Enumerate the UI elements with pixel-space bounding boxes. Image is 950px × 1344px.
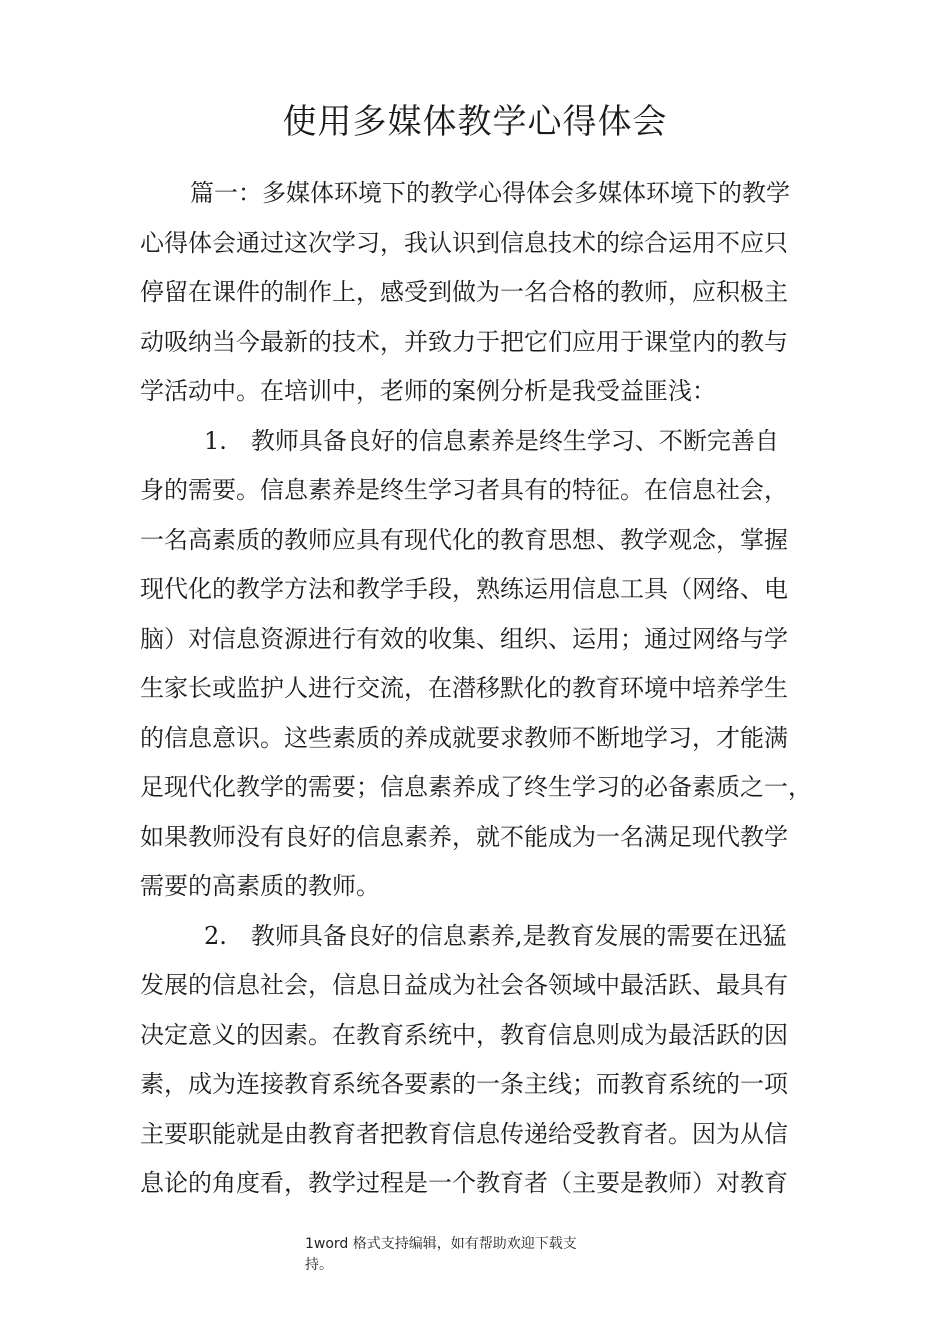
paragraph-line: 现代化的教学方法和教学手段，熟练运用信息工具（网络、电 xyxy=(140,575,788,603)
paragraph-line: 停留在课件的制作上，感受到做为一名合格的教师，应积极主 xyxy=(140,278,788,306)
page-footer xyxy=(305,1234,645,1276)
paragraph-line: 息论的角度看，教学过程是一个教育者（主要是教师）对教育 xyxy=(140,1169,788,1197)
numbered-item-line: 1. 教师具备良好的信息素养是终生学习、不断完善自 xyxy=(204,426,779,455)
paragraph-line: 足现代化教学的需要；信息素养成了终生学习的必备素质之一， xyxy=(140,773,812,801)
paragraph-line: 需要的高素质的教师。 xyxy=(140,872,380,900)
document-title: 使用多媒体教学心得体会 xyxy=(282,102,668,142)
paragraph-line: 身的需要。信息素养是终生学习者具有的特征。在信息社会， xyxy=(140,476,788,504)
paragraph-line: 生家长或监护人进行交流，在潜移默化的教育环境中培养学生 xyxy=(140,674,788,702)
footer-line: 持。 xyxy=(305,1257,333,1273)
paragraph-line: 动吸纳当今最新的技术，并致力于把它们应用于课堂内的教与 xyxy=(140,327,788,356)
paragraph-line: 决定意义的因素。在教育系统中，教育信息则成为最活跃的因 xyxy=(140,1020,788,1049)
paragraph-line: 脑）对信息资源进行有效的收集、组织、运用；通过网络与学 xyxy=(140,624,788,653)
paragraph-line: 素，成为连接教育系统各要素的一条主线；而教育系统的一项 xyxy=(140,1070,788,1098)
paragraph-line: 心得体会通过这次学习，我认识到信息技术的综合运用不应只 xyxy=(140,228,788,257)
paragraph-line: 发展的信息社会，信息日益成为社会各领域中最活跃、最具有 xyxy=(140,971,788,999)
paragraph-line: 的信息意识。这些素质的养成就要求教师不断地学习，才能满 xyxy=(140,723,788,752)
paragraph-line: 学活动中。在培训中，老师的案例分析是我受益匪浅： xyxy=(140,377,716,405)
numbered-item-line: 2. 教师具备良好的信息素养,是教育发展的需要在迅猛 xyxy=(204,921,787,950)
footer-line: 1word 格式支持编辑，如有帮助欢迎下载支 xyxy=(305,1236,577,1252)
paragraph-line: 一名高素质的教师应具有现代化的教育思想、教学观念，掌握 xyxy=(140,525,788,554)
paragraph-line: 如果教师没有良好的信息素养，就不能成为一名满足现代教学 xyxy=(140,822,788,851)
paragraph-line: 篇一：多媒体环境下的教学心得体会多媒体环境下的教学 xyxy=(190,179,790,207)
paragraph-line: 主要职能就是由教育者把教育信息传递给受教育者。因为从信 xyxy=(140,1119,788,1148)
document-body xyxy=(140,169,830,1209)
